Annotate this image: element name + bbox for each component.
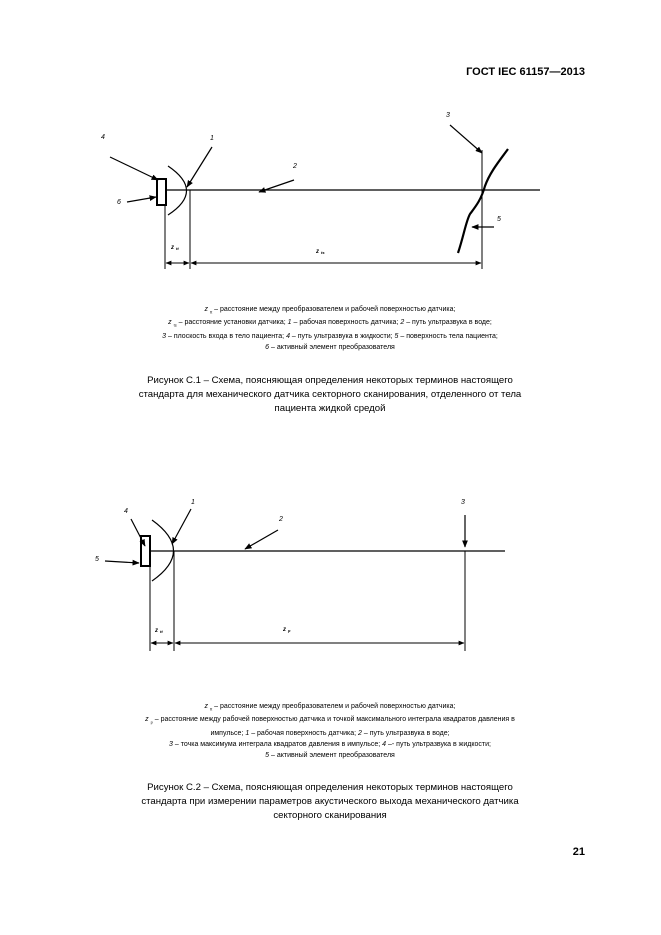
fig1-label-1: 1 bbox=[210, 135, 214, 142]
fig1-label-4: 4 bbox=[101, 134, 105, 141]
arrow-label-2 bbox=[245, 530, 278, 549]
figure-2-diagram bbox=[0, 490, 661, 660]
arrow-label-4 bbox=[110, 157, 158, 180]
fig1-label-2: 2 bbox=[293, 163, 297, 170]
figure-1-legend: z $_{tt}$ – расстояние между преобразователем и рабочей поверхностью датчика; z $_{ts}$ – расстояние установки датчика; 1 – рабочая поверхность датчика; 2 – путь ультразвука в воде; 3 – плоскость входа в тело пациента; 4 – путь ультразвука в жидкости; 5 – поверхность тела пациента; 6 – активный элемент преобразователя bbox=[162, 306, 498, 351]
arrow-label-6 bbox=[127, 197, 156, 202]
fig2-label-1: 1 bbox=[191, 499, 195, 506]
fig2-label-2: 2 bbox=[279, 516, 283, 523]
fig1-label-3: 3 bbox=[446, 112, 450, 119]
arrow-label-1 bbox=[187, 147, 212, 187]
fig2-label-3: 3 bbox=[461, 499, 465, 506]
figure-2-caption: Рисунок С.2 – Схема, поясняющая определения некоторых терминов настоящего стандарта при измерении параметров акустического выхода механического датчика секторного сканирования bbox=[141, 782, 519, 821]
fig2-label-5: 5 bbox=[95, 556, 99, 563]
fig2-dim-z-p: zp bbox=[283, 627, 291, 633]
patient-surface-curve bbox=[458, 149, 508, 253]
fig1-label-6: 6 bbox=[117, 199, 121, 206]
page-number: 21 bbox=[572, 846, 585, 858]
figure-2-legend: z $_{tt}$ – расстояние между преобразователем и рабочей поверхностью датчика; z $_p$ – расстояние между рабочей поверхностью датчика и точкой максимального интеграла квадратов давления в импульсе; 1 – рабочая поверхность датчика; 2 – путь ультразвука в воде; 3 – точка максимума интеграла квадратов давления в импульсе; 4 –- путь ультразвука в жидкости; 5 – активный элемент преобразователя bbox=[145, 703, 515, 759]
fig1-dim-z-tt: ztt bbox=[171, 245, 179, 251]
figure-1-diagram bbox=[0, 100, 661, 280]
arrow-label-1 bbox=[172, 509, 191, 544]
fig1-dim-z-ts: zts bbox=[316, 249, 325, 255]
arrow-label-4 bbox=[131, 519, 145, 546]
fig1-label-5: 5 bbox=[497, 216, 501, 223]
fig2-dim-z-tt: ztt bbox=[155, 628, 163, 634]
fig2-label-4: 4 bbox=[124, 508, 128, 515]
figure-1-caption: Рисунок С.1 – Схема, поясняющая определения некоторых терминов настоящего стандарта для механического датчика секторного сканирования, отделенного от тела пациента жидкой средой bbox=[138, 375, 522, 414]
arrow-label-5 bbox=[105, 561, 139, 563]
document-header: ГОСТ IEC 61157—2013 bbox=[466, 66, 585, 78]
transducer-element bbox=[157, 179, 166, 205]
arrow-label-3 bbox=[450, 125, 482, 153]
